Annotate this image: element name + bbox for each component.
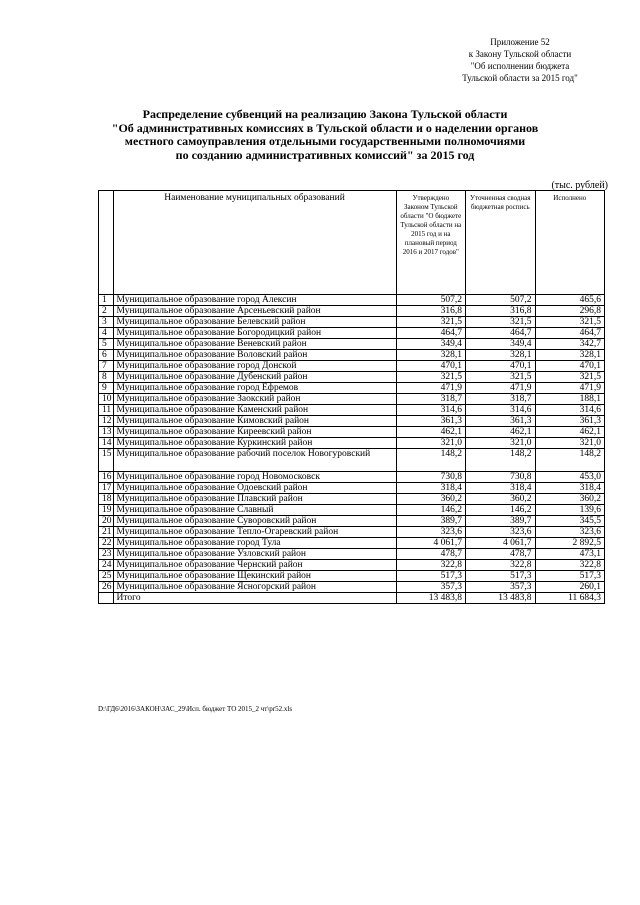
header-name: Наименование муниципальных образований (113, 191, 396, 295)
row-approved: 349,4 (396, 339, 465, 350)
row-revised: 318,7 (466, 394, 535, 405)
row-name: Муниципальное образование город Донской (113, 361, 396, 372)
table-row (99, 582, 605, 593)
row-name: Муниципальное образование Плавский район (113, 494, 396, 505)
table-row (99, 328, 605, 339)
header-revised: Уточненная сводная бюджетная роспись (466, 191, 535, 295)
appendix-block (420, 36, 620, 84)
row-executed: 321,0 (535, 438, 604, 449)
row-name: Муниципальное образование Заокский район (113, 394, 396, 405)
row-executed: 464,7 (535, 328, 604, 339)
table-row (99, 527, 605, 538)
row-executed: 314,6 (535, 405, 604, 416)
row-revised: 471,9 (466, 383, 535, 394)
row-executed: 345,5 (535, 516, 604, 527)
table-row (99, 427, 605, 438)
row-executed: 321,5 (535, 317, 604, 328)
row-revised: 389,7 (466, 516, 535, 527)
appendix-line: "Об исполнении бюджета (470, 61, 570, 71)
row-approved: 146,2 (396, 505, 465, 516)
row-revised: 478,7 (466, 549, 535, 560)
row-approved: 464,7 (396, 328, 465, 339)
row-executed: 462,1 (535, 427, 604, 438)
row-number: 22 (99, 538, 114, 549)
row-name: Муниципальное образование Кимовский район (113, 416, 396, 427)
row-name: Муниципальное образование город Новомосковск (113, 472, 396, 483)
appendix-line: Приложение 52 (490, 37, 550, 47)
row-revised: 321,5 (466, 317, 535, 328)
row-number: 24 (99, 560, 114, 571)
row-approved: 360,2 (396, 494, 465, 505)
title-line: "Об административных комиссиях в Тульской области и о наделении органов (111, 120, 539, 135)
row-number: 2 (99, 306, 114, 317)
row-name: Муниципальное образование Белевский район (113, 317, 396, 328)
row-number: 12 (99, 416, 114, 427)
table-row (99, 472, 605, 483)
row-executed: 2 892,5 (535, 538, 604, 549)
row-approved: 507,2 (396, 295, 465, 306)
row-approved: 357,3 (396, 582, 465, 593)
table-row (99, 538, 605, 549)
row-executed: 471,9 (535, 383, 604, 394)
row-revised: 148,2 (466, 449, 535, 472)
row-number: 21 (99, 527, 114, 538)
row-executed: 342,7 (535, 339, 604, 350)
row-approved: 321,0 (396, 438, 465, 449)
row-executed: 323,6 (535, 527, 604, 538)
row-revised: 361,3 (466, 416, 535, 427)
table-row (99, 416, 605, 427)
table-row (99, 549, 605, 560)
row-number: 4 (99, 328, 114, 339)
table-row (99, 317, 605, 328)
row-executed: 470,1 (535, 361, 604, 372)
header-num (99, 191, 114, 295)
total-row (99, 593, 605, 604)
row-approved: 318,7 (396, 394, 465, 405)
row-name: Муниципальное образование Узловский район (113, 549, 396, 560)
row-number: 18 (99, 494, 114, 505)
table-row (99, 394, 605, 405)
row-number: 11 (99, 405, 114, 416)
unit-label: (тыс. рублей) (551, 180, 608, 191)
row-approved: 321,5 (396, 317, 465, 328)
row-executed: 473,1 (535, 549, 604, 560)
row-number: 20 (99, 516, 114, 527)
row-executed: 360,2 (535, 494, 604, 505)
row-number: 15 (99, 449, 114, 472)
row-name: Муниципальное образование рабочий поселок Новогуровский (113, 449, 396, 472)
row-revised: 507,2 (466, 295, 535, 306)
row-approved: 517,3 (396, 571, 465, 582)
row-revised: 146,2 (466, 505, 535, 516)
row-number: 17 (99, 483, 114, 494)
row-number: 10 (99, 394, 114, 405)
row-executed: 328,1 (535, 350, 604, 361)
total-num (99, 593, 114, 604)
table-row (99, 306, 605, 317)
row-executed: 322,8 (535, 560, 604, 571)
row-number: 14 (99, 438, 114, 449)
row-number: 13 (99, 427, 114, 438)
row-approved: 314,6 (396, 405, 465, 416)
row-revised: 321,5 (466, 372, 535, 383)
row-approved: 389,7 (396, 516, 465, 527)
table-row (99, 372, 605, 383)
total-approved: 13 483,8 (396, 593, 465, 604)
row-name: Муниципальное образование Ясногорский район (113, 582, 396, 593)
row-executed: 148,2 (535, 449, 604, 472)
row-number: 16 (99, 472, 114, 483)
row-revised: 517,3 (466, 571, 535, 582)
total-executed: 11 684,3 (535, 593, 604, 604)
total-label: Итого (113, 593, 396, 604)
row-executed: 517,3 (535, 571, 604, 582)
row-number: 19 (99, 505, 114, 516)
row-name: Муниципальное образование город Ефремов (113, 383, 396, 394)
table-row (99, 383, 605, 394)
table-header-row (99, 191, 605, 295)
row-approved: 316,8 (396, 306, 465, 317)
row-name: Муниципальное образование Богородицкий район (113, 328, 396, 339)
row-approved: 148,2 (396, 449, 465, 472)
row-number: 3 (99, 317, 114, 328)
row-revised: 328,1 (466, 350, 535, 361)
row-name: Муниципальное образование Суворовский район (113, 516, 396, 527)
row-number: 7 (99, 361, 114, 372)
row-number: 9 (99, 383, 114, 394)
row-name: Муниципальное образование Киреевский район (113, 427, 396, 438)
row-revised: 470,1 (466, 361, 535, 372)
row-name: Муниципальное образование Одоевский район (113, 483, 396, 494)
row-number: 6 (99, 350, 114, 361)
row-name: Муниципальное образование Славный (113, 505, 396, 516)
table-row (99, 361, 605, 372)
document-title (90, 108, 560, 162)
appendix-line: к Закону Тульской области (468, 49, 572, 59)
table-row (99, 516, 605, 527)
row-name: Муниципальное образование Каменский район (113, 405, 396, 416)
file-path-footer: D:\ГД6\2016\ЗАКОН\ЗАС_29\Исп. бюджет ТО 2015_2 чт\pr52.xls (98, 705, 293, 713)
header-executed: Исполнено (535, 191, 604, 295)
row-approved: 462,1 (396, 427, 465, 438)
row-executed: 321,5 (535, 372, 604, 383)
row-approved: 478,7 (396, 549, 465, 560)
row-revised: 322,8 (466, 560, 535, 571)
row-name: Муниципальное образование Веневский район (113, 339, 396, 350)
row-revised: 323,6 (466, 527, 535, 538)
row-approved: 322,8 (396, 560, 465, 571)
title-line: по созданию административных комиссий" за 2015 год (175, 147, 475, 162)
title-line: Распределение субвенций на реализацию Закона Тульской области (142, 107, 508, 121)
row-name: Муниципальное образование город Тула (113, 538, 396, 549)
row-approved: 4 061,7 (396, 538, 465, 549)
row-name: Муниципальное образование Дубенский район (113, 372, 396, 383)
table-row (99, 295, 605, 306)
row-executed: 139,6 (535, 505, 604, 516)
row-name: Муниципальное образование Арсеньевский район (113, 306, 396, 317)
row-approved: 361,3 (396, 416, 465, 427)
row-name: Муниципальное образование Тепло-Огаревский район (113, 527, 396, 538)
header-approved: Утверждено Законом Тульской области "О бюджете Тульской области на 2015 год и на плановый период 2016 и 2017 годов" (396, 191, 465, 295)
row-executed: 465,6 (535, 295, 604, 306)
table-row (99, 438, 605, 449)
row-revised: 349,4 (466, 339, 535, 350)
appendix-line: Тульской области за 2015 год" (462, 73, 578, 83)
table-row (99, 449, 605, 472)
row-name: Муниципальное образование город Алексин (113, 295, 396, 306)
row-revised: 4 061,7 (466, 538, 535, 549)
table-row (99, 571, 605, 582)
row-number: 26 (99, 582, 114, 593)
row-executed: 296,8 (535, 306, 604, 317)
table-row (99, 483, 605, 494)
row-name: Муниципальное образование Воловский район (113, 350, 396, 361)
table-row (99, 560, 605, 571)
row-name: Муниципальное образование Чернский район (113, 560, 396, 571)
table-row (99, 494, 605, 505)
row-executed: 260,1 (535, 582, 604, 593)
row-revised: 316,8 (466, 306, 535, 317)
row-approved: 318,4 (396, 483, 465, 494)
row-number: 8 (99, 372, 114, 383)
table-row (99, 339, 605, 350)
row-revised: 321,0 (466, 438, 535, 449)
row-revised: 357,3 (466, 582, 535, 593)
table-row (99, 505, 605, 516)
row-number: 23 (99, 549, 114, 560)
row-revised: 318,4 (466, 483, 535, 494)
table-row (99, 405, 605, 416)
row-name: Муниципальное образование Щекинский район (113, 571, 396, 582)
row-executed: 453,0 (535, 472, 604, 483)
row-revised: 462,1 (466, 427, 535, 438)
row-approved: 323,6 (396, 527, 465, 538)
row-revised: 464,7 (466, 328, 535, 339)
row-executed: 188,1 (535, 394, 604, 405)
row-name: Муниципальное образование Куркинский район (113, 438, 396, 449)
row-revised: 730,8 (466, 472, 535, 483)
row-approved: 328,1 (396, 350, 465, 361)
row-approved: 321,5 (396, 372, 465, 383)
title-line: местного самоуправления отдельными государственными полномочиями (124, 134, 526, 148)
row-revised: 360,2 (466, 494, 535, 505)
row-revised: 314,6 (466, 405, 535, 416)
subventions-table (98, 190, 605, 604)
row-approved: 730,8 (396, 472, 465, 483)
row-approved: 471,9 (396, 383, 465, 394)
total-revised: 13 483,8 (466, 593, 535, 604)
table-row (99, 350, 605, 361)
row-number: 5 (99, 339, 114, 350)
row-number: 1 (99, 295, 114, 306)
row-executed: 318,4 (535, 483, 604, 494)
row-number: 25 (99, 571, 114, 582)
row-approved: 470,1 (396, 361, 465, 372)
row-executed: 361,3 (535, 416, 604, 427)
